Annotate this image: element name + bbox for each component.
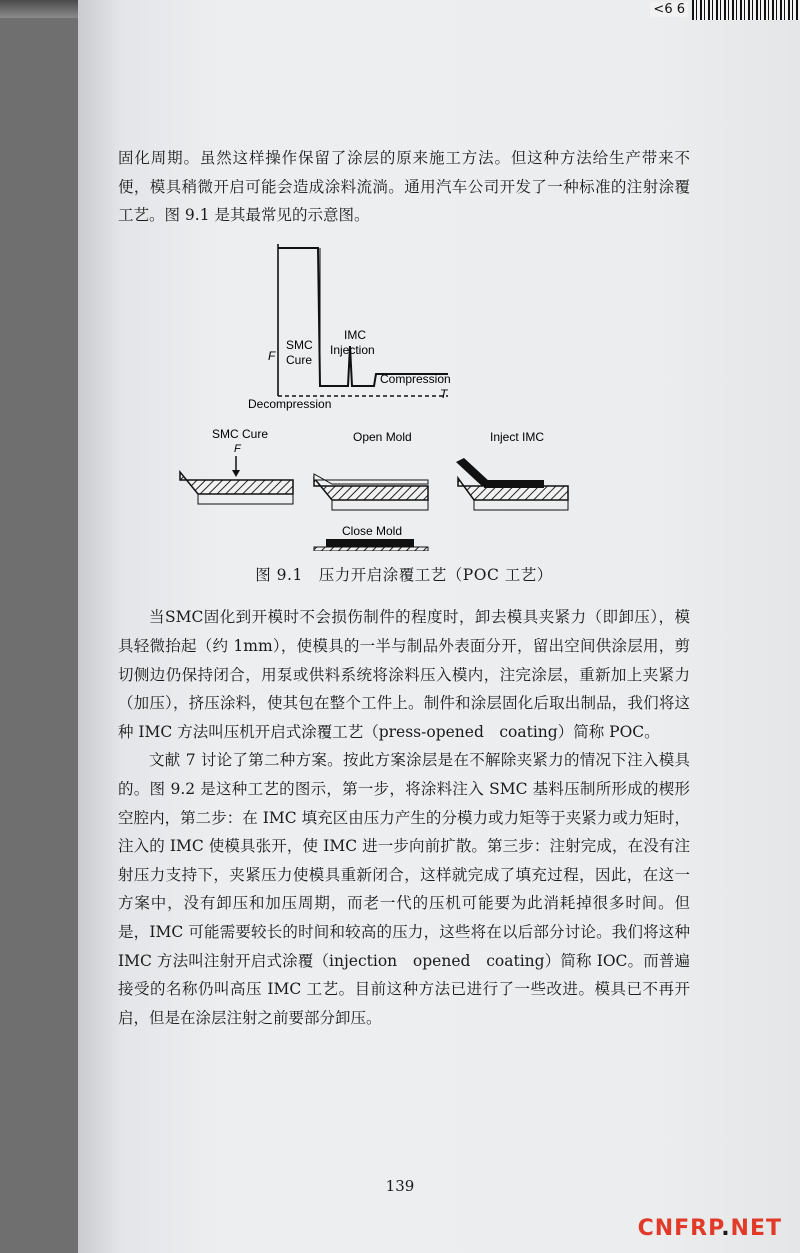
- force-time-graph: [248, 244, 451, 411]
- paragraph-2: 当SMC固化到开模时不会损伤制件的程度时，卸去模具夹紧力（即卸压），模具轻微抬起（约 1mm），使模具的一半与制品外表面分开，留出空间供涂层用，剪切侧边仍保持闭合，用泵或供料系统将涂料压入模内，注完涂层，重新加上夹紧力（加压），挤压涂料，使其包在整个工件上。制件和涂层固化后取出制品，我们将这种 IMC 方法叫压机开启式涂覆工艺（press-opened coating）简称 POC。: [118, 608, 690, 741]
- poc-process-diagram: [118, 236, 690, 551]
- mold-base: [474, 500, 568, 510]
- figure-caption: 图 9.1 压力开启涂覆工艺（POC 工艺）: [255, 565, 553, 584]
- figure-9-1: [118, 236, 690, 551]
- paragraph-3: 文献 7 讨论了第二种方案。按此方案涂层是在不解除夹紧力的情况下注入模具的。图 9.2 是这种工艺的图示，第一步，将涂料注入 SMC 基料压制所形成的楔形空腔内，第二步：在 IMC 填充区由压力产生的分模力或力矩等于夹紧力或力矩时，注入的 IMC 使模具张开，使 IMC 进一步向前扩散。第三步：注射完成，在没有注射压力支持下，夹紧压力使模具重新闭合，这样就完成了填充过程，因此，在这一方案中，没有卸压和加压周期，而老一代的压机可能要为此消耗掉很多时间。但是，IMC 可能需要较长的时间和较高的压力，这些将在以后部分讨论。我们将这种 IMC 方法叫注射开启式涂覆（injection opened coating）简称 IOC。而普遍接受的名称仍叫高压 IMC 工艺。目前这种方法已进行了一些改进。模具已不再开启，但是在涂层注射之前要部分卸压。: [118, 751, 690, 1027]
- f-axis-label: F: [268, 348, 276, 363]
- step-close-mold: [314, 524, 428, 551]
- watermark-suffix: NET: [730, 1216, 782, 1241]
- mold-gap: [314, 474, 428, 484]
- mold-part: [314, 547, 428, 551]
- step-open-mold: [314, 430, 428, 510]
- force-arrow-head: [232, 470, 240, 477]
- phase-smc-label: SMC: [286, 337, 313, 352]
- phase-cure-label: Cure: [286, 352, 313, 367]
- phase-imc-label: IMC: [344, 327, 366, 342]
- step-inject-imc: [456, 430, 568, 510]
- site-watermark: [638, 1216, 782, 1241]
- mold-base: [332, 500, 428, 510]
- step-smc-cure-label: SMC Cure: [212, 426, 269, 441]
- page-number: 139: [385, 1177, 415, 1195]
- step-inject-imc-label: Inject IMC: [490, 429, 545, 444]
- decompression-label: Decompression: [248, 396, 332, 411]
- watermark-prefix: CNFRP: [637, 1216, 722, 1241]
- watermark-dot: .: [721, 1216, 731, 1241]
- step-open-mold-label: Open Mold: [353, 429, 412, 444]
- step-close-mold-label: Close Mold: [342, 523, 403, 538]
- imc-coating: [484, 480, 544, 488]
- compression-label: Compression: [380, 371, 451, 386]
- step-smc-cure-force: F: [234, 442, 241, 455]
- page-content: [118, 144, 690, 1032]
- step-smc-cure: [180, 427, 293, 504]
- paragraph-1: 固化周期。虽然这样操作保留了涂层的原来施工方法。但这种方法给生产带来不便，模具稍微开启可能会造成涂料流淌。通用汽车公司开发了一种标准的注射涂覆工艺。图 9.1 是其最常见的示意图。: [118, 149, 690, 225]
- mold-base: [198, 494, 293, 504]
- phase-injection-label: Injection: [330, 342, 375, 357]
- imc-coating: [326, 539, 414, 547]
- t-axis-label: T: [440, 386, 448, 401]
- corner-number: <6 6: [650, 2, 688, 17]
- barcode: [692, 0, 800, 20]
